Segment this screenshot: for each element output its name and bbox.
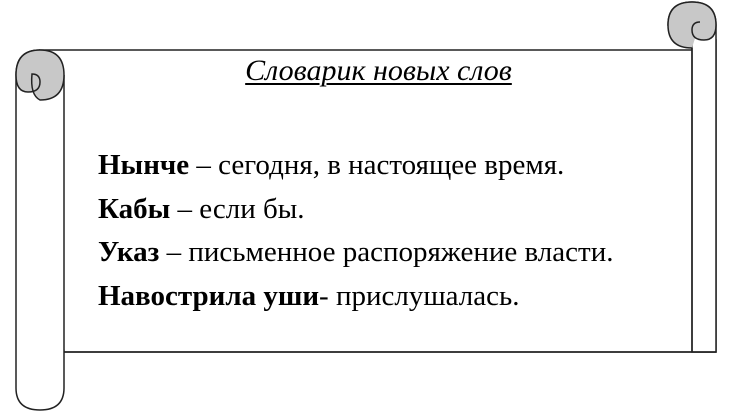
vocabulary-title: Словарик новых слов: [245, 54, 512, 87]
entry-definition: письменное распоряжение власти.: [188, 236, 614, 268]
left-roll: [16, 50, 64, 410]
entry-separator: –: [189, 149, 219, 181]
entry-term: Нынче: [98, 149, 190, 181]
entry-definition: сегодня, в настоящее время.: [218, 149, 565, 181]
list-item: [98, 188, 613, 232]
entry-term: Указ: [98, 236, 160, 268]
vocabulary-list: [98, 144, 613, 318]
entry-separator: -: [319, 279, 336, 312]
entry-definition: если бы.: [199, 192, 305, 225]
entry-separator: –: [170, 192, 200, 225]
entry-term: Навострила уши: [98, 279, 320, 312]
entry-separator: –: [159, 236, 189, 268]
list-item: [98, 231, 613, 275]
list-item: [98, 275, 613, 319]
entry-definition: прислушалась.: [335, 279, 520, 312]
list-item: [98, 144, 613, 188]
entry-term: Кабы: [98, 192, 171, 225]
